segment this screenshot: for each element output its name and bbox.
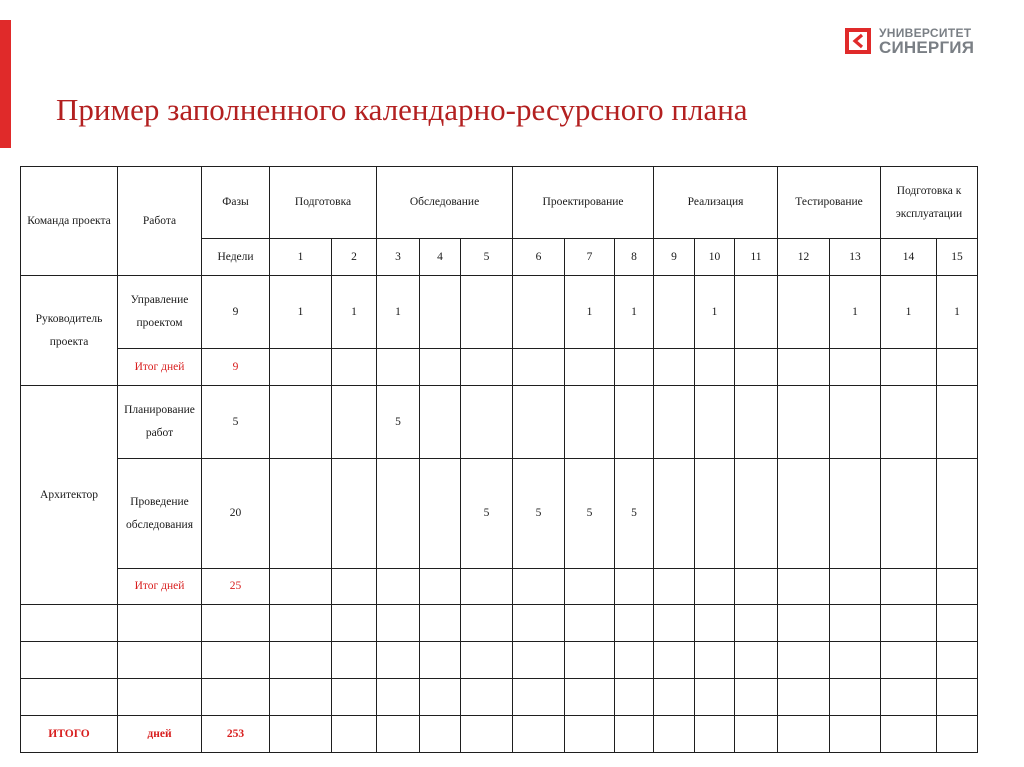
week-cell: [778, 349, 830, 386]
empty-cell: [881, 605, 937, 642]
week-cell: [654, 386, 695, 459]
phase-cell: Обследование: [377, 167, 513, 239]
empty-cell: [654, 679, 695, 716]
grand-total-value: 253: [202, 716, 270, 753]
empty-cell: [513, 642, 565, 679]
week-number: 5: [461, 239, 513, 276]
week-cell: 5: [513, 459, 565, 569]
week-cell: [332, 386, 377, 459]
empty-cell: [332, 605, 377, 642]
week-cell: [270, 569, 332, 605]
empty-cell: [202, 642, 270, 679]
empty-cell: [332, 642, 377, 679]
empty-cell: [695, 642, 735, 679]
week-cell: [377, 716, 420, 753]
week-cell: [513, 276, 565, 349]
empty-cell: [377, 679, 420, 716]
total-days-cell: 9: [202, 276, 270, 349]
empty-cell: [778, 679, 830, 716]
empty-cell: [118, 679, 202, 716]
week-cell: [881, 349, 937, 386]
week-number: 14: [881, 239, 937, 276]
subtotal-value: 25: [202, 569, 270, 605]
week-cell: [513, 569, 565, 605]
week-number: 12: [778, 239, 830, 276]
week-cell: 1: [332, 276, 377, 349]
grand-total-label: ИТОГО: [21, 716, 118, 753]
empty-cell: [420, 642, 461, 679]
week-cell: 1: [565, 276, 615, 349]
week-cell: [778, 569, 830, 605]
team-cell: Руководитель проекта: [21, 276, 118, 386]
empty-cell: [270, 642, 332, 679]
week-cell: [513, 716, 565, 753]
empty-cell: [615, 642, 654, 679]
empty-cell: [735, 679, 778, 716]
week-cell: [565, 716, 615, 753]
empty-cell: [695, 605, 735, 642]
empty-cell: [881, 679, 937, 716]
grand-total-row: [21, 716, 978, 753]
weeks-header: Недели: [202, 239, 270, 276]
empty-cell: [21, 679, 118, 716]
week-cell: 1: [830, 276, 881, 349]
empty-cell: [830, 679, 881, 716]
week-number: 6: [513, 239, 565, 276]
week-cell: [695, 459, 735, 569]
work-header: Работа: [118, 167, 202, 276]
week-cell: [654, 349, 695, 386]
empty-cell: [565, 642, 615, 679]
week-cell: [735, 569, 778, 605]
week-number: 11: [735, 239, 778, 276]
grand-total-unit: дней: [118, 716, 202, 753]
week-number: 4: [420, 239, 461, 276]
empty-row: [21, 642, 978, 679]
week-cell: [937, 386, 978, 459]
phase-cell: Подготовка к эксплуатации: [881, 167, 978, 239]
empty-cell: [461, 605, 513, 642]
empty-cell: [461, 642, 513, 679]
empty-cell: [615, 605, 654, 642]
week-cell: [332, 349, 377, 386]
week-cell: 1: [615, 276, 654, 349]
week-number: 13: [830, 239, 881, 276]
empty-cell: [461, 679, 513, 716]
week-cell: [695, 569, 735, 605]
week-cell: [778, 716, 830, 753]
total-days-cell: 20: [202, 459, 270, 569]
week-cell: [461, 386, 513, 459]
empty-cell: [937, 642, 978, 679]
empty-cell: [735, 605, 778, 642]
empty-cell: [830, 642, 881, 679]
week-number: 8: [615, 239, 654, 276]
week-cell: [654, 569, 695, 605]
week-number: 2: [332, 239, 377, 276]
week-cell: 1: [881, 276, 937, 349]
work-row: [21, 276, 978, 349]
week-cell: [830, 349, 881, 386]
empty-cell: [654, 605, 695, 642]
week-number: 7: [565, 239, 615, 276]
week-cell: [420, 349, 461, 386]
empty-cell: [695, 679, 735, 716]
week-cell: [377, 349, 420, 386]
phase-cell: Реализация: [654, 167, 778, 239]
week-cell: [830, 386, 881, 459]
week-cell: [695, 716, 735, 753]
empty-cell: [778, 642, 830, 679]
subtotal-value: 9: [202, 349, 270, 386]
week-cell: [735, 276, 778, 349]
empty-cell: [937, 679, 978, 716]
empty-cell: [332, 679, 377, 716]
empty-cell: [118, 642, 202, 679]
empty-cell: [937, 605, 978, 642]
week-cell: 5: [461, 459, 513, 569]
phase-cell: Проектирование: [513, 167, 654, 239]
week-cell: [332, 459, 377, 569]
empty-cell: [377, 605, 420, 642]
week-cell: [377, 459, 420, 569]
logo: [845, 26, 995, 60]
empty-cell: [881, 642, 937, 679]
week-cell: 5: [615, 459, 654, 569]
week-cell: [615, 349, 654, 386]
empty-row: [21, 679, 978, 716]
resource-plan-table: [20, 166, 978, 753]
week-cell: 1: [695, 276, 735, 349]
week-cell: [420, 386, 461, 459]
week-cell: [654, 459, 695, 569]
week-cell: [420, 276, 461, 349]
team-header: Команда проекта: [21, 167, 118, 276]
week-cell: [332, 569, 377, 605]
week-cell: 1: [937, 276, 978, 349]
empty-cell: [420, 679, 461, 716]
week-cell: [461, 716, 513, 753]
total-days-cell: 5: [202, 386, 270, 459]
week-cell: [735, 716, 778, 753]
week-cell: [270, 459, 332, 569]
team-cell: Архитектор: [21, 386, 118, 605]
week-number: 10: [695, 239, 735, 276]
work-row: [21, 386, 978, 459]
week-cell: [420, 459, 461, 569]
week-cell: [778, 276, 830, 349]
week-cell: [332, 716, 377, 753]
week-cell: [881, 386, 937, 459]
week-cell: [615, 569, 654, 605]
subtotal-label: Итог дней: [118, 349, 202, 386]
empty-cell: [513, 679, 565, 716]
week-cell: [937, 349, 978, 386]
logo-line-university: УНИВЕРСИТЕТ: [879, 26, 972, 40]
week-cell: [461, 276, 513, 349]
week-cell: [565, 349, 615, 386]
logo-line-synergy: СИНЕРГИЯ: [879, 38, 975, 57]
week-cell: [937, 459, 978, 569]
week-cell: [881, 459, 937, 569]
empty-cell: [513, 605, 565, 642]
empty-cell: [735, 642, 778, 679]
week-cell: [615, 386, 654, 459]
week-number: 9: [654, 239, 695, 276]
week-number: 3: [377, 239, 420, 276]
empty-cell: [778, 605, 830, 642]
week-cell: [513, 349, 565, 386]
work-cell: Управление проектом: [118, 276, 202, 349]
empty-cell: [565, 605, 615, 642]
week-number: 15: [937, 239, 978, 276]
subtotal-row: [21, 349, 978, 386]
empty-cell: [21, 642, 118, 679]
week-cell: 1: [377, 276, 420, 349]
synergy-logo-icon: [845, 28, 871, 54]
week-cell: 1: [270, 276, 332, 349]
phase-cell: Подготовка: [270, 167, 377, 239]
week-cell: [565, 386, 615, 459]
week-cell: [377, 569, 420, 605]
week-cell: [830, 716, 881, 753]
week-cell: [270, 386, 332, 459]
week-cell: [830, 459, 881, 569]
week-cell: [735, 349, 778, 386]
week-cell: [270, 716, 332, 753]
week-cell: [270, 349, 332, 386]
empty-cell: [615, 679, 654, 716]
week-cell: [695, 386, 735, 459]
week-cell: [778, 459, 830, 569]
phases-header: Фазы: [202, 167, 270, 239]
week-cell: 5: [565, 459, 615, 569]
week-cell: [881, 716, 937, 753]
phase-cell: Тестирование: [778, 167, 881, 239]
empty-cell: [420, 605, 461, 642]
week-cell: [695, 349, 735, 386]
week-cell: [735, 386, 778, 459]
empty-cell: [654, 642, 695, 679]
week-cell: [654, 276, 695, 349]
week-cell: [937, 716, 978, 753]
empty-cell: [270, 679, 332, 716]
empty-cell: [202, 679, 270, 716]
week-cell: [778, 386, 830, 459]
empty-cell: [118, 605, 202, 642]
week-cell: [735, 459, 778, 569]
empty-row: [21, 605, 978, 642]
week-cell: [830, 569, 881, 605]
week-cell: [937, 569, 978, 605]
week-cell: [513, 386, 565, 459]
empty-cell: [830, 605, 881, 642]
empty-cell: [565, 679, 615, 716]
slide-title: Пример заполненного календарно-ресурсного плана: [56, 92, 748, 127]
work-row: [21, 459, 978, 569]
empty-cell: [377, 642, 420, 679]
empty-cell: [21, 605, 118, 642]
week-cell: [461, 349, 513, 386]
week-cell: [615, 716, 654, 753]
week-cell: [565, 569, 615, 605]
week-cell: [881, 569, 937, 605]
week-cell: [461, 569, 513, 605]
work-cell: Проведение обследования: [118, 459, 202, 569]
week-cell: [654, 716, 695, 753]
empty-cell: [270, 605, 332, 642]
phase-header-row: [21, 167, 978, 239]
week-number: 1: [270, 239, 332, 276]
accent-bar: [0, 20, 11, 148]
week-cell: 5: [377, 386, 420, 459]
week-cell: [420, 716, 461, 753]
empty-cell: [202, 605, 270, 642]
subtotal-row: [21, 569, 978, 605]
work-cell: Планирование работ: [118, 386, 202, 459]
week-cell: [420, 569, 461, 605]
subtotal-label: Итог дней: [118, 569, 202, 605]
